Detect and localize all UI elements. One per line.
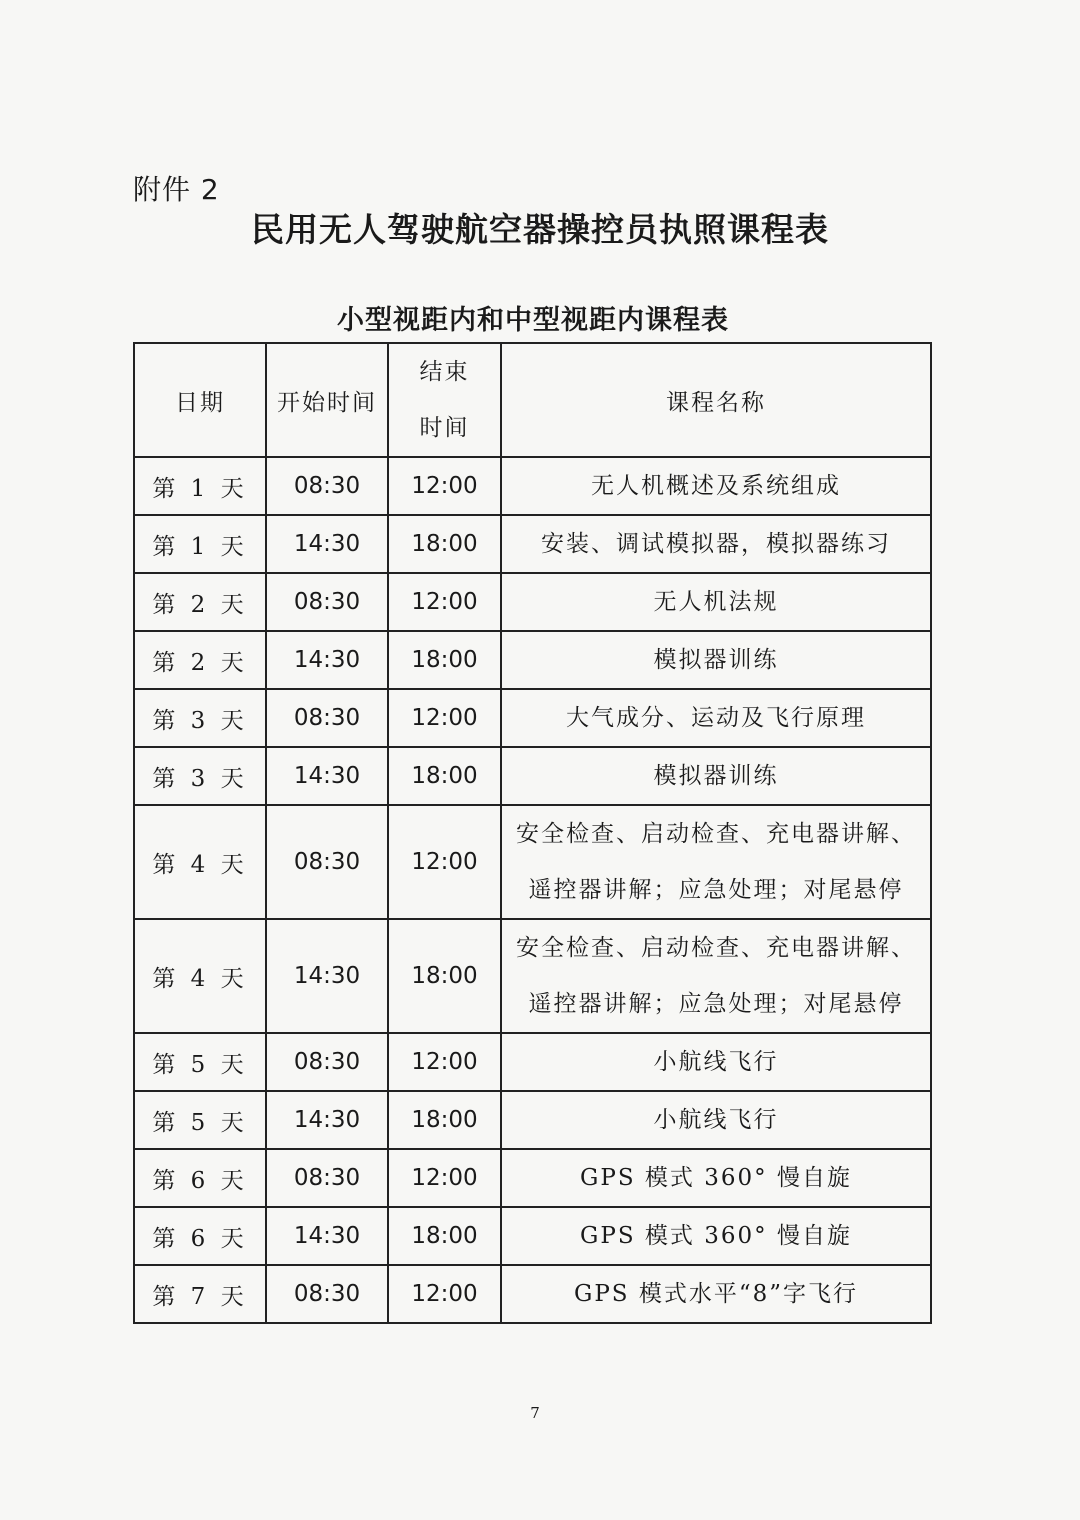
row-course (501, 1033, 931, 1091)
row-course (501, 631, 931, 689)
row-day: 第 5 天 (134, 1033, 266, 1091)
table-row (134, 573, 931, 631)
row-day: 第 4 天 (134, 805, 266, 919)
row-start-time: 14:30 (266, 631, 388, 689)
row-end-time: 12:00 (388, 1033, 501, 1091)
table-row (134, 631, 931, 689)
row-start-time: 14:30 (266, 919, 388, 1033)
row-day: 第 3 天 (134, 747, 266, 805)
row-day: 第 5 天 (134, 1091, 266, 1149)
row-day: 第 6 天 (134, 1207, 266, 1265)
row-course-text: 小航线飞行 (653, 1107, 779, 1133)
header-date: 日期 (134, 343, 266, 457)
row-course (501, 573, 931, 631)
table-row (134, 457, 931, 515)
row-day: 第 4 天 (134, 919, 266, 1033)
header-course-name: 课程名称 (501, 343, 931, 457)
row-end-time: 18:00 (388, 631, 501, 689)
row-end-time: 12:00 (388, 573, 501, 631)
table-row (134, 1091, 931, 1149)
table-row (134, 515, 931, 573)
row-course (501, 1149, 931, 1207)
row-course-text: 安全检查、启动检查、充电器讲解、遥控器讲解；应急处理；对尾悬停 (516, 821, 916, 903)
row-start-time: 08:30 (266, 573, 388, 631)
row-day: 第 1 天 (134, 515, 266, 573)
row-course-text: 大气成分、运动及飞行原理 (566, 705, 866, 731)
row-start-time: 08:30 (266, 1149, 388, 1207)
table-row (134, 1207, 931, 1265)
row-end-time: 18:00 (388, 1091, 501, 1149)
row-end-time: 18:00 (388, 515, 501, 573)
row-day: 第 2 天 (134, 573, 266, 631)
row-course-text: 安装、调试模拟器，模拟器练习 (541, 531, 891, 557)
table-row (134, 919, 931, 1033)
row-course (501, 515, 931, 573)
table-subtitle: 小型视距内和中型视距内课程表 (337, 305, 729, 336)
row-end-time: 12:00 (388, 1149, 501, 1207)
document-title: 民用无人驾驶航空器操控员执照课程表 (251, 210, 829, 249)
row-day: 第 3 天 (134, 689, 266, 747)
row-end-time: 18:00 (388, 919, 501, 1033)
table-row (134, 1265, 931, 1323)
table-row (134, 805, 931, 919)
row-course (501, 689, 931, 747)
header-start-time: 开始时间 (266, 343, 388, 457)
row-start-time: 14:30 (266, 515, 388, 573)
row-end-time: 12:00 (388, 689, 501, 747)
row-course (501, 747, 931, 805)
row-start-time: 08:30 (266, 457, 388, 515)
row-course-text: 小航线飞行 (653, 1049, 779, 1075)
row-end-time: 18:00 (388, 747, 501, 805)
row-end-time: 12:00 (388, 1265, 501, 1323)
row-course (501, 919, 931, 1033)
row-course-text: GPS 模式 360° 慢自旋 (580, 1223, 852, 1249)
row-start-time: 08:30 (266, 689, 388, 747)
row-course-text: GPS 模式水平“8”字飞行 (573, 1281, 859, 1307)
row-end-time: 18:00 (388, 1207, 501, 1265)
page-number: 7 (530, 1404, 540, 1422)
row-start-time: 14:30 (266, 1091, 388, 1149)
table-row (134, 689, 931, 747)
row-course-text: 无人机概述及系统组成 (591, 473, 841, 499)
row-course-text: 安全检查、启动检查、充电器讲解、遥控器讲解；应急处理；对尾悬停 (516, 935, 916, 1017)
header-end-time (388, 343, 501, 457)
row-start-time: 14:30 (266, 747, 388, 805)
row-start-time: 14:30 (266, 1207, 388, 1265)
row-start-time: 08:30 (266, 1033, 388, 1091)
row-day: 第 6 天 (134, 1149, 266, 1207)
table-row (134, 1033, 931, 1091)
row-course (501, 1265, 931, 1323)
table-row (134, 747, 931, 805)
header-end-line1: 结束 (419, 359, 470, 385)
row-end-time: 12:00 (388, 457, 501, 515)
row-course (501, 1091, 931, 1149)
row-course (501, 805, 931, 919)
row-end-time: 12:00 (388, 805, 501, 919)
row-course (501, 1207, 931, 1265)
row-course-text: 模拟器训练 (653, 647, 779, 673)
header-end-line2: 时间 (419, 415, 470, 441)
row-day: 第 2 天 (134, 631, 266, 689)
row-course-text: GPS 模式 360° 慢自旋 (580, 1165, 852, 1191)
row-start-time: 08:30 (266, 805, 388, 919)
table-header-row (134, 343, 931, 457)
row-course (501, 457, 931, 515)
row-day: 第 7 天 (134, 1265, 266, 1323)
row-course-text: 无人机法规 (653, 589, 779, 615)
row-start-time: 08:30 (266, 1265, 388, 1323)
attachment-label: 附件 2 (133, 173, 220, 206)
course-schedule-table (133, 342, 932, 1324)
row-day: 第 1 天 (134, 457, 266, 515)
row-course-text: 模拟器训练 (653, 763, 779, 789)
table-row (134, 1149, 931, 1207)
